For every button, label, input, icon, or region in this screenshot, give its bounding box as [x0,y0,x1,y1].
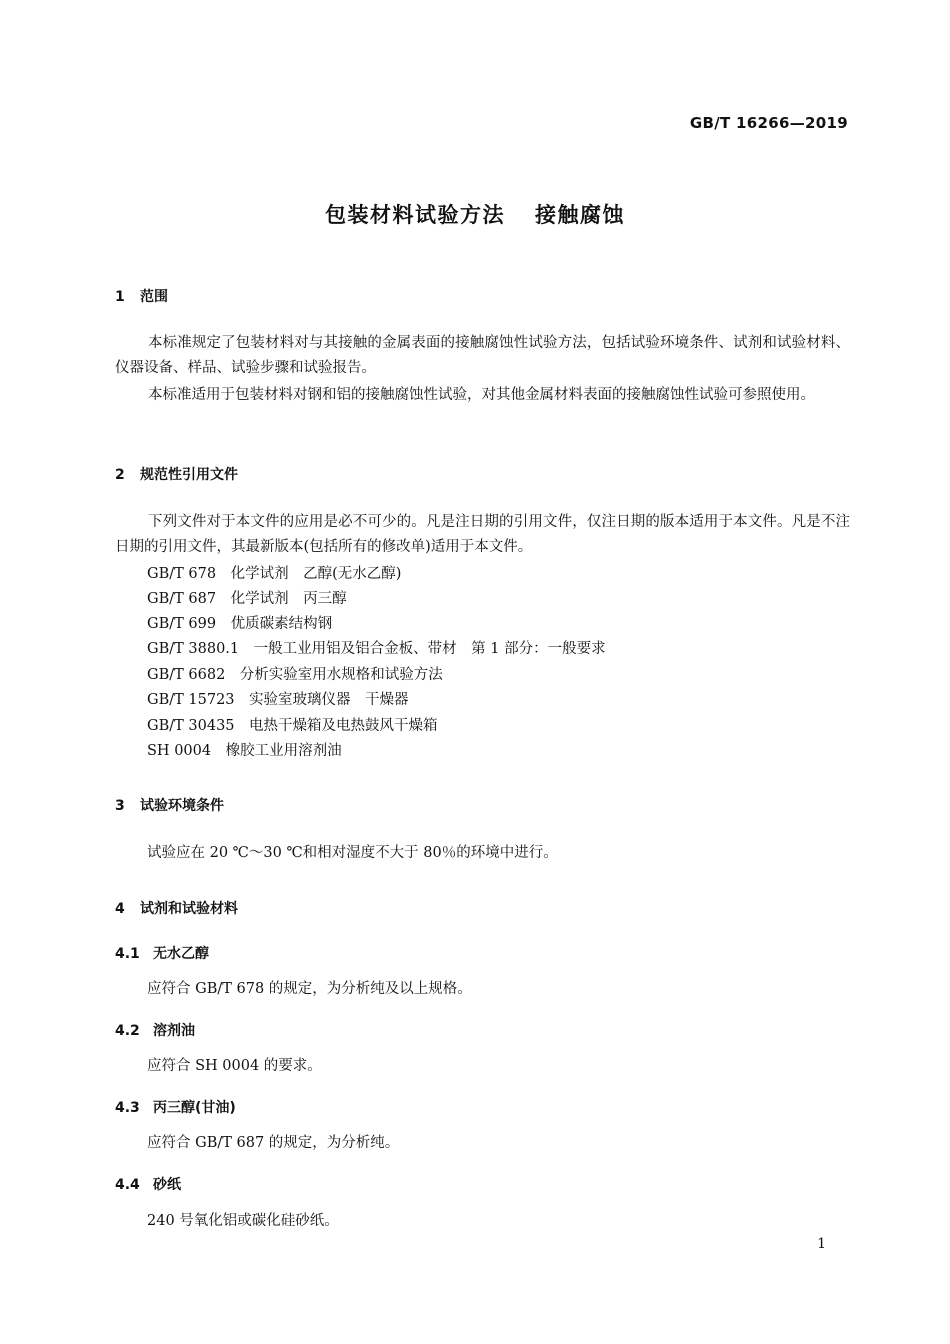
section-number: 4 [115,901,125,917]
title-part-1: 包装材料试验方法 [325,203,505,227]
subsection-4-2-text: 应符合 SH 0004 的要求。 [147,1058,322,1074]
section-number: 3 [115,798,125,814]
subsection-number: 4.2 [115,1023,140,1039]
reference-item: GB/T 6682 分析实验室用水规格和试验方法 [147,667,443,683]
title-part-2: 接触腐蚀 [535,203,625,227]
section-title: 试剂和试验材料 [140,901,238,917]
section-title: 规范性引用文件 [140,467,238,483]
section-3-heading [115,795,224,815]
document-title [0,199,950,229]
reference-item: SH 0004 橡胶工业用溶剂油 [147,743,342,759]
subsection-4-1-heading [115,943,209,963]
section-1-paragraph-1: 本标准规定了包装材料对与其接触的金属表面的接触腐蚀性试验方法，包括试验环境条件、试剂和试验材料、仪器设备、样品、试验步骤和试验报告。 [115,335,850,376]
reference-item: GB/T 678 化学试剂 乙醇(无水乙醇) [147,566,402,582]
section-1-paragraph-2: 本标准适用于包装材料对钢和铝的接触腐蚀性试验，对其他金属材料表面的接触腐蚀性试验可参照使用。 [148,387,815,403]
section-title: 范围 [140,289,168,305]
section-number: 2 [115,467,125,483]
reference-item: GB/T 30435 电热干燥箱及电热鼓风干燥箱 [147,718,438,734]
subsection-number: 4.3 [115,1100,140,1116]
reference-item: GB/T 15723 实验室玻璃仪器 干燥器 [147,692,409,708]
section-title: 试验环境条件 [140,798,224,814]
section-number: 1 [115,289,125,305]
section-4-heading [115,898,238,918]
subsection-4-1-text: 应符合 GB/T 678 的规定，为分析纯及以上规格。 [147,981,472,997]
subsection-title: 溶剂油 [153,1023,195,1039]
subsection-4-4-heading [115,1174,181,1194]
subsection-4-4-text: 240 号氧化铝或碳化硅砂纸。 [147,1213,339,1229]
subsection-4-3-heading [115,1097,236,1117]
reference-item: GB/T 699 优质碳素结构钢 [147,616,333,632]
subsection-number: 4.4 [115,1177,140,1193]
subsection-title: 丙三醇(甘油) [153,1100,236,1116]
section-1-heading [115,286,168,306]
subsection-title: 无水乙醇 [153,946,209,962]
subsection-4-2-heading [115,1020,195,1040]
subsection-title: 砂纸 [153,1177,181,1193]
section-3-paragraph-1: 试验应在 20 ℃～30 ℃和相对湿度不大于 80％的环境中进行。 [147,845,558,861]
standard-code: GB/T 16266—2019 [689,114,848,132]
reference-item: GB/T 687 化学试剂 丙三醇 [147,591,347,607]
subsection-4-3-text: 应符合 GB/T 687 的规定，为分析纯。 [147,1135,400,1151]
page-number: 1 [817,1236,826,1252]
subsection-number: 4.1 [115,946,140,962]
section-2-heading [115,464,238,484]
reference-item: GB/T 3880.1 一般工业用铝及铝合金板、带材 第 1 部分：一般要求 [147,641,606,657]
section-2-paragraph-1: 下列文件对于本文件的应用是必不可少的。凡是注日期的引用文件，仅注日期的版本适用于本文件。凡是不注日期的引用文件，其最新版本(包括所有的修改单)适用于本文件。 [115,514,850,555]
